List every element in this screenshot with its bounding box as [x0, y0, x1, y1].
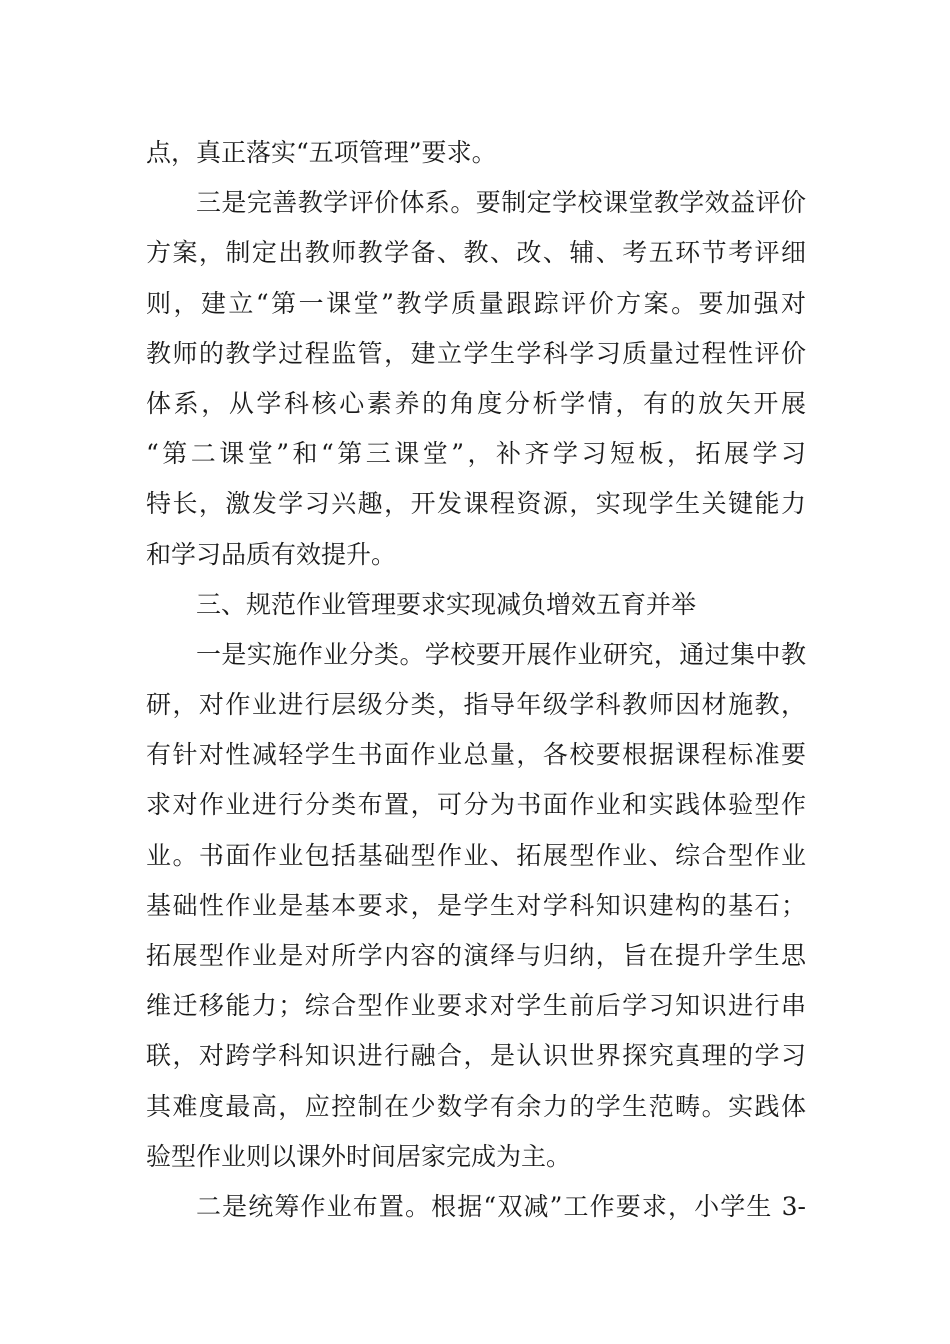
- text-line: 三、规范作业管理要求实现减负增效五育并举: [196, 589, 697, 619]
- text-line: 三是完善教学评价体系。要制定学校课堂教学效益评价: [196, 188, 806, 218]
- text-line: 拓展型作业是对所学内容的演绎与归纳，旨在提升学生思: [146, 941, 806, 970]
- text-line: 则，建立“第一课堂”教学质量跟踪评价方案。要加强对: [146, 288, 806, 318]
- text-line: 联，对跨学科知识进行融合，是认识世界探究真理的学习: [146, 1041, 806, 1071]
- text-line: 其难度最高，应控制在少数学有余力的学生范畴。实践体: [146, 1091, 806, 1121]
- text-line: 研，对作业进行层级分类，指导年级学科教师因材施教，: [146, 690, 806, 720]
- text-line: 维迁移能力；综合型作业要求对学生前后学习知识进行串: [146, 991, 806, 1021]
- text-line: 有针对性减轻学生书面作业总量，各校要根据课程标准要: [146, 740, 806, 770]
- text-line: “第二课堂”和“第三课堂”，补齐学习短板，拓展学习: [146, 439, 806, 469]
- document-body: [146, 128, 806, 1232]
- text-line: 教师的教学过程监管，建立学生学科学习质量过程性评价: [146, 338, 806, 368]
- text-line: 体系，从学科核心素养的角度分析学情，有的放矢开展: [146, 388, 806, 418]
- text-line: 业。书面作业包括基础型作业、拓展型作业、综合型作业: [146, 840, 806, 870]
- text-line: 二是统筹作业布置。根据“双减”工作要求，小学生 3-: [196, 1191, 806, 1221]
- text-line: 基础性作业是基本要求，是学生对学科知识建构的基石；: [146, 890, 806, 920]
- text-line: 求对作业进行分类布置，可分为书面作业和实践体验型作: [146, 790, 806, 820]
- text-line: 点，真正落实“五项管理”要求。: [146, 138, 497, 167]
- text-line: 特长，激发学习兴趣，开发课程资源，实现学生关键能力: [146, 489, 806, 519]
- text-line: 方案，制定出教师教学备、教、改、辅、考五环节考评细: [146, 238, 806, 268]
- text-line: 和学习品质有效提升。: [146, 539, 397, 569]
- text-line: 一是实施作业分类。学校要开展作业研究，通过集中教: [196, 639, 806, 669]
- text-line: 验型作业则以课外时间居家完成为主。: [146, 1141, 572, 1171]
